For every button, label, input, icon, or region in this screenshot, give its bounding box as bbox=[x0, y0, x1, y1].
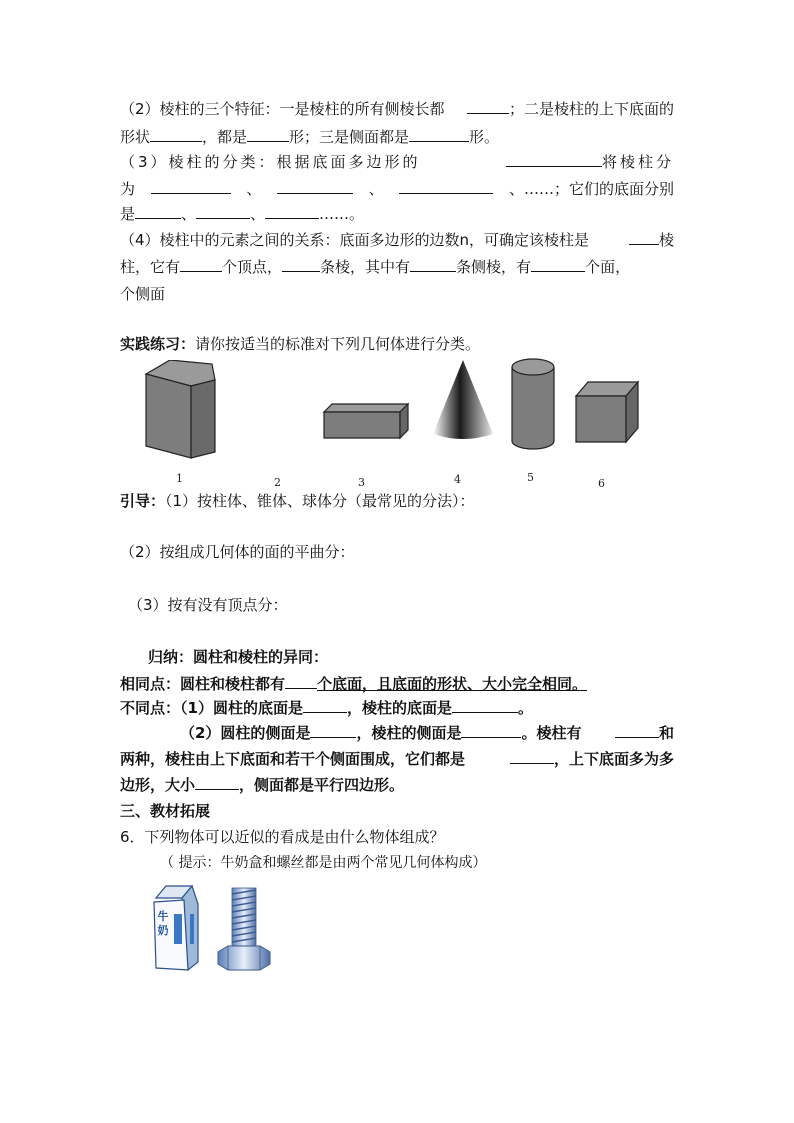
answer-blank[interactable] bbox=[265, 203, 319, 219]
summary-diff4 bbox=[120, 774, 404, 796]
section4-line1 bbox=[120, 229, 674, 251]
shape-label-2: 2 bbox=[274, 476, 281, 489]
text: （4）棱柱中的元素之间的关系：底面多边形的边数n，可确定该棱柱是 bbox=[120, 231, 590, 249]
text: 条棱，其中有 bbox=[320, 258, 411, 276]
text: 棱 bbox=[658, 231, 674, 249]
answer-blank[interactable] bbox=[629, 229, 659, 245]
text: 形状 bbox=[120, 128, 151, 146]
text: 条侧棱，有 bbox=[456, 258, 532, 276]
text: ，棱柱的底面是 bbox=[346, 699, 452, 717]
cone-figure bbox=[430, 358, 496, 444]
section3-line3 bbox=[120, 203, 364, 225]
milk-carton-figure bbox=[150, 884, 202, 972]
text: （2）圆柱的侧面是 bbox=[180, 724, 311, 742]
text: 、 bbox=[250, 205, 266, 223]
section-three-title: 三、教材拓展 bbox=[120, 802, 211, 820]
text: 、 bbox=[246, 180, 262, 198]
pentagonal-prism-figure bbox=[138, 360, 222, 460]
text: 、 bbox=[181, 205, 197, 223]
answer-blank[interactable] bbox=[285, 673, 317, 689]
text: ，都是 bbox=[202, 128, 248, 146]
cube-figure bbox=[574, 380, 640, 444]
text: ，上下底面多为多 bbox=[553, 750, 674, 768]
answer-blank[interactable] bbox=[461, 722, 521, 738]
text: 将棱柱分 bbox=[601, 153, 674, 171]
text: 两种，棱柱由上下底面和若干个侧面围成，它们都是 bbox=[120, 750, 466, 768]
milk-carton-label: 牛奶 bbox=[157, 910, 169, 937]
practice-label: 实践练习： bbox=[120, 335, 196, 353]
text: 。棱柱有 bbox=[521, 724, 582, 742]
answer-blank[interactable] bbox=[180, 256, 222, 272]
rectangular-prism-figure bbox=[322, 400, 410, 440]
guide-item3: （3）按有没有顶点分： bbox=[128, 596, 288, 614]
shape-label-5: 5 bbox=[527, 471, 534, 484]
question6-hint: （ 提示：牛奶盒和螺丝都是由两个常见几何体构成） bbox=[160, 855, 487, 871]
text: 为 bbox=[120, 180, 136, 198]
text: 形；三是侧面都是 bbox=[289, 128, 410, 146]
text: （3）棱柱的分类：根据底面多边形的 bbox=[120, 153, 421, 171]
section2-line1 bbox=[120, 98, 674, 120]
summary-title: 归纳：圆柱和棱柱的异同： bbox=[148, 648, 329, 666]
shape-label-4: 4 bbox=[454, 473, 461, 486]
guide-item1: （1）按柱体、锥体、球体分（最常见的分法）： bbox=[165, 492, 475, 510]
guide-item2: （2）按组成几何体的面的平曲分： bbox=[120, 543, 355, 561]
answer-blank[interactable] bbox=[399, 178, 493, 194]
answer-blank[interactable] bbox=[195, 774, 239, 790]
text: 柱，它有 bbox=[120, 258, 181, 276]
shape-label-6: 6 bbox=[598, 477, 605, 490]
text: 个面， bbox=[585, 258, 631, 276]
text: ……。 bbox=[319, 205, 365, 223]
summary-diff3 bbox=[120, 748, 674, 770]
answer-blank[interactable] bbox=[409, 126, 469, 142]
shape-label-1: 1 bbox=[176, 472, 183, 485]
answer-blank[interactable] bbox=[506, 151, 602, 167]
answer-blank[interactable] bbox=[510, 748, 554, 764]
answer-blank[interactable] bbox=[150, 126, 202, 142]
answer-blank[interactable] bbox=[615, 722, 659, 738]
answer-blank[interactable] bbox=[277, 178, 353, 194]
text: ；二是棱柱的上下底面的 bbox=[508, 100, 674, 118]
practice-line bbox=[120, 333, 480, 355]
answer-blank[interactable] bbox=[410, 256, 456, 272]
text: ，侧面都是平行四边形。 bbox=[239, 776, 405, 794]
cylinder-figure bbox=[508, 355, 558, 451]
answer-blank[interactable] bbox=[303, 697, 347, 713]
answer-blank[interactable] bbox=[452, 697, 518, 713]
answer-blank[interactable] bbox=[282, 256, 320, 272]
text: 是 bbox=[120, 205, 136, 223]
section4-line3: 个侧面 bbox=[120, 285, 166, 303]
text: 相同点：圆柱和棱柱都有 bbox=[120, 675, 286, 693]
summary-diff1 bbox=[120, 697, 533, 719]
text: ，棱柱的侧面是 bbox=[356, 724, 462, 742]
text: 边形，大小 bbox=[120, 776, 196, 794]
text: 不同点：（1）圆柱的底面是 bbox=[120, 699, 303, 717]
question6-text: 6．下列物体可以近似的看成是由什么物体组成？ bbox=[120, 828, 445, 846]
section3-line2 bbox=[120, 178, 674, 200]
answer-blank[interactable] bbox=[135, 203, 181, 219]
section4-line2 bbox=[120, 256, 630, 278]
text: 和 bbox=[658, 724, 674, 742]
section3-line1 bbox=[120, 151, 674, 173]
text: （2）棱柱的三个特征：一是棱柱的所有侧棱长都 bbox=[120, 100, 445, 118]
shape-label-3: 3 bbox=[358, 476, 365, 489]
answer-blank[interactable] bbox=[467, 98, 509, 114]
guide-line1 bbox=[120, 490, 475, 512]
text: 形。 bbox=[469, 128, 500, 146]
text: 个顶点， bbox=[222, 258, 283, 276]
text: 、……；它们的底面分别 bbox=[508, 180, 674, 198]
text: 。 bbox=[517, 699, 533, 717]
answer-blank[interactable] bbox=[531, 256, 585, 272]
answer-blank[interactable] bbox=[151, 178, 231, 194]
practice-text: 请你按适当的标准对下列几何体进行分类。 bbox=[195, 335, 481, 353]
summary-diff2 bbox=[180, 722, 674, 744]
bolt-figure bbox=[214, 884, 274, 974]
section2-line2 bbox=[120, 126, 499, 148]
answer-blank[interactable] bbox=[247, 126, 289, 142]
answer-blank[interactable] bbox=[196, 203, 250, 219]
summary-same bbox=[120, 673, 587, 695]
text: 个底面，且底面的形状、大小完全相同。 bbox=[317, 675, 588, 693]
guide-label: 引导： bbox=[120, 492, 166, 510]
text: 、 bbox=[368, 180, 384, 198]
answer-blank[interactable] bbox=[310, 722, 356, 738]
